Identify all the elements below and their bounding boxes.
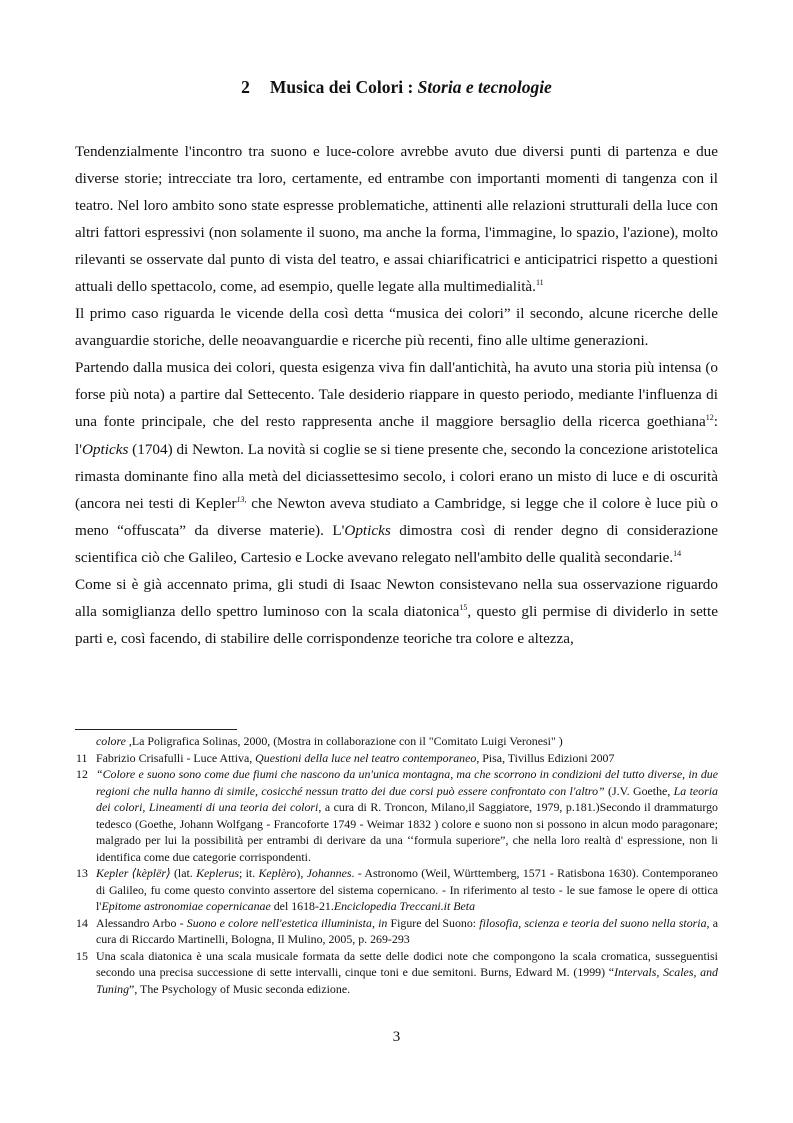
opticks-title: Opticks bbox=[81, 440, 129, 458]
opticks-title: Opticks bbox=[344, 521, 391, 539]
section-title: Musica dei Colori : bbox=[269, 77, 414, 97]
body-text bbox=[75, 138, 718, 652]
footnote-ref-15: 15 bbox=[459, 602, 468, 612]
section-number: 2 bbox=[241, 77, 250, 97]
footnote-12: 12 “Colore e suono sono come due fiumi che nascono da un'unica montagna, ma che scorrono in condizioni del tutto diverse, in due regioni che nulla hanno di simile, cosicché nessun tratto dei due corsi può essere confrontato con l'altro” (J.V. Goethe, La teoria dei colori, Lineamenti di una teoria dei colori, a cura di R. Troncon, Milano,il Saggiatore, 1979, p.181.)Secondo il drammaturgo tedesco (Goethe, Johann Wolfgang - Francoforte 1749 - Weimar 1832 ) colore e suono non si possono in alcun modo paragonare; malgrado per lui la possibilità per entrambi di derivare da una ‘‘formula superiore”, che nella loro realtà d' espressione, non li identifica come due categorie corrispondenti. bbox=[76, 767, 718, 864]
footnote-13: 13 Kepler ⟨kèplër⟩ (lat. Keplerus; it. Keplèro), Johannes. - Astronomo (Weil, Württemberg, 1571 - Ratisbona 1630). Contemporaneo di Galileo, fu come questo convinto assertore del sistema copernicano. - In riferimento al testo - le sue famose le opere di ottica l'Epitome astronomiae copernicanae del 1618-21.Enciclopedia Treccani.it Beta bbox=[76, 866, 718, 913]
paragraph-1: Tendenzialmente l'incontro tra suono e luce-colore avrebbe avuto due diversi punti di partenza e due diverse storie; intrecciate tra loro, certamente, ed entrambe con importanti momenti di tangenza con il teatro. Nel loro ambito sono state espresse problematiche, attinenti alle relazioni strutturali della luce con altri fattori espressivi (non solamente il suono, ma anche la forma, l'immagine, lo spazio, l'azione), molto rilevanti se osservate dal punto di vista del teatro, e assai chiarificatrici e anticipatrici rispetto a questioni attuali dello spettacolo, come, ad esempio, quelle legate alla multimedialità.$^{11}$ bbox=[75, 143, 718, 296]
footnote-number: 11 bbox=[76, 750, 88, 765]
footnote-ref-12: 12 bbox=[705, 413, 714, 423]
footnote-ref-13: 13, bbox=[236, 494, 247, 504]
footnote-number: 12 bbox=[76, 767, 88, 781]
section-heading bbox=[75, 75, 718, 99]
paragraph-4: Come si è già accennato prima, gli studi di Isaac Newton consistevano nella sua osservazione riguardo alla somiglianza dello spettro luminoso con la scala diatonica$^{15}$, questo gli permise di dividerlo in sette parti e, così facendo, di stabilire delle corrispondenze teoriche tra colore e altezza, bbox=[75, 575, 718, 647]
paragraph-2: Il primo caso riguarda le vicende della così detta “musica dei colori” il secondo, alcune ricerche delle avanguardie storiche, delle neoavanguardie e ricerche più recenti, fino alle ultime generazioni. bbox=[75, 305, 718, 350]
footnote-ref-14: 14 bbox=[673, 548, 682, 558]
footnote-number: 15 bbox=[76, 948, 88, 963]
paragraph-3: Partendo dalla musica dei colori, questa esigenza viva fin dall'antichità, ha avuto una storia più intensa (o forse più nota) a partire dal Settecento. Tale desiderio riappare in questo periodo, mediante l'influenza di una fonte principale, che del resto rappresenta anche il maggiore bersaglio della ricerca goethiana$^{12}$: l'Opticks (1704) di Newton. La novità si coglie se si tiene presente che, secondo la concezione aristotelica rimasta dominante fino alla metà del diciassettesimo secolo, i colori erano un misto di luce e di oscurità (ancora nei testi di Kepler$^{13,}$ che Newton aveva studiato a Cambridge, si legge che il colore è luce più o meno “offuscata” da diverse materie). L'Opticks dimostra così di render degno di considerazione scientifica ciò che Galileo, Cartesio e Locke avevano relegato nell'ambito delle qualità secondarie.$^{14}$ bbox=[75, 359, 718, 566]
page-number: 3 bbox=[392, 1029, 401, 1045]
footnote-number: 14 bbox=[76, 915, 88, 930]
section-title-italic: Storia e tecnologie bbox=[417, 77, 552, 97]
footnote-15: 15 Una scala diatonica è una scala musicale formata da sette delle dodici note che compongono la scala cromatica, susseguentisi secondo una precisa successione di sette intervalli, cinque toni e due semitoni. Burns, Edward M. (1999) “Intervals, Scales, and Tuning”, The Psychology of Music seconda edizione. bbox=[76, 948, 718, 996]
footnote-ref-11: 11 bbox=[535, 278, 544, 288]
footnote-separator bbox=[75, 729, 237, 730]
footnote-continuation: colore ,La Poligrafica Solinas, 2000, (Mostra in collaborazione con il "Comitato Luigi Veronesi" ) bbox=[96, 734, 563, 748]
footnotes bbox=[75, 733, 718, 997]
footnote-14: 14 Alessandro Arbo - Suono e colore nell'estetica illuminista, in Figure del Suono: filosofia, scienza e teoria del suono nella storia, a cura di Riccardo Martinelli, Bologna, Il Mulino, 2005, p. 269-293 bbox=[76, 915, 718, 946]
footnote-11: 11 Fabrizio Crisafulli - Luce Attiva, Questioni della luce nel teatro contemporaneo, Pisa, Tivillus Edizioni 2007 bbox=[76, 750, 615, 765]
footnote-number: 13 bbox=[76, 866, 88, 880]
